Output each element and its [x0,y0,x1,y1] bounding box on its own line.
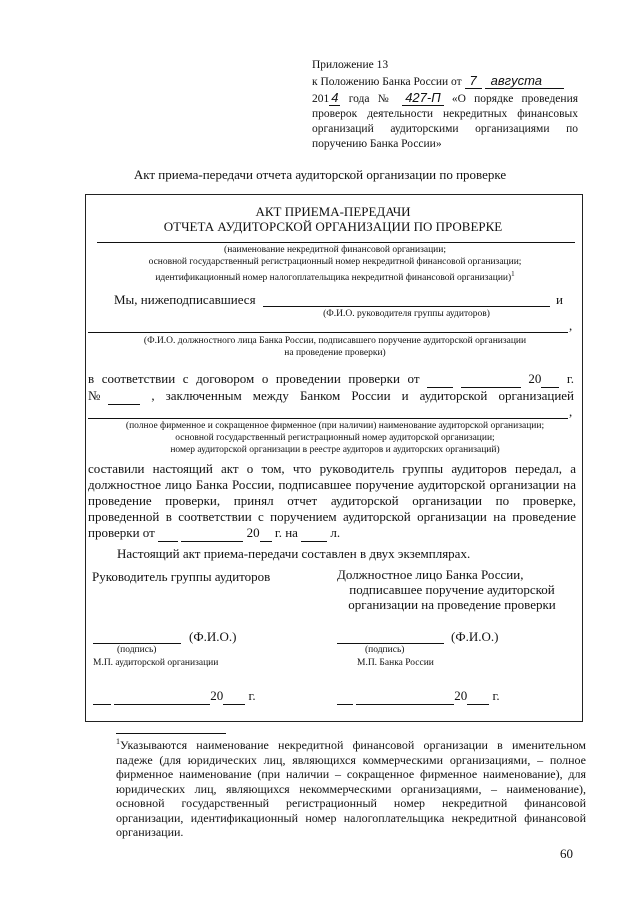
audit-org-caption: (полное фирменное и сокращенное фирменное (при наличии) наименование аудиторской организации; основной государственный регистрационный номер аудиторской организации; номер аудиторской организации в реестре аудиторов и аудиторских организаций) [125,421,545,455]
head-auditors-caption: (Ф.И.О. руководителя группы аудиторов) [323,309,490,319]
right-fio: (Ф.И.О.) [451,629,499,644]
org-caption: (наименование некредитной финансовой организации; основной государственный регистрационный номер некредитной финансовой организации; идентификационный номер налогоплательщика некредитной финансовой организации)$^1$ [148,245,522,284]
date-month: августа [485,73,564,89]
copies-statement: Настоящий акт приема-передачи составлен в двух экземплярах. [117,546,471,561]
form-title-line1: АКТ ПРИЕМА-ПЕРЕДАЧИ [255,204,411,219]
bank-official-line [88,332,568,333]
right-date: 20 г. [337,688,500,705]
right-sign-title: Должностное лицо Банка России, подписавшее поручение аудиторской организации на проведение проверки [337,567,556,612]
appendix-label: Приложение 13 [312,59,389,71]
bank-official-caption: (Ф.И.О. должностного лица Банка России, подписавшего поручение аудиторской организации на проведение проверки) [143,336,527,358]
regulation-line: к Положению Банка России от 7 августа [312,73,578,90]
regulation-number-line: 201 4 года № 427-П «О порядке проведения [312,90,579,105]
left-date: 20 г. [93,688,256,705]
we-and: и [556,292,563,307]
form-title-line2: ОТЧЕТА АУДИТОРСКОЙ ОРГАНИЗАЦИИ ПО ПРОВЕРКЕ [163,219,503,234]
we-undersigned: Мы, нижеподписавшиеся [114,292,256,307]
right-signature-caption: (подпись) [365,645,405,655]
regulation-number: 427-П [402,90,443,106]
appendix-header [312,58,578,152]
footnote-marker: 1 [116,737,120,746]
contract-line: в соответствии с договором о проведении проверки от 20 г. [88,371,575,386]
footnote-text: Указываются наименование некредитной финансовой организации в именительном падеже (для юридических лиц, являющихся коммерческими организациями, – полное фирменное наименование (при наличии – сокращенное фирменное наименование), для юридических лиц, являющихся некоммерческими организациями, – наименование), основной государственный регистрационный номер некредитной финансовой организации, идентификационный номер налогоплательщика некредитной финансовой организации. [116,738,586,839]
act-title: Акт приема-передачи отчета аудиторской организации по проверке [133,167,507,182]
footnote [116,735,586,840]
audit-org-line [88,418,568,419]
right-seal: М.П. Банка России [357,658,434,668]
page-number: 60 [560,846,573,861]
left-signature-line [93,643,181,644]
comma: , [569,404,573,419]
left-signature-caption: (подпись) [117,645,157,655]
org-name-line [97,242,575,243]
comma: , [569,318,573,333]
contract-number-line: № , заключенным между Банком России и аудиторской организацией [88,388,575,403]
year-suffix: 4 [331,90,339,105]
act-body: составили настоящий акт о том, что руководитель группы аудиторов передал, а должностное лицо Банка России, подписавшее поручение аудиторской организации на проведение проверки, принял отчет аудиторской организации по проверке, проведенной в соответствии с поручением аудиторской организации на проведение проверки от 20 г. на л. [88,461,576,540]
footnote-separator [116,733,226,734]
head-auditors-line [263,306,550,307]
left-fio: (Ф.И.О.) [189,629,237,644]
regulation-title-line: поручению Банка России» [312,138,442,150]
left-sign-title: Руководитель группы аудиторов [92,569,271,584]
right-signature-line [337,643,444,644]
date-day: 7 [465,73,482,89]
footnote-ref: 1 [511,270,515,278]
left-seal: М.П. аудиторской организации [93,658,219,668]
regulation-title-line: организаций аудиторскими организациями по [312,123,578,135]
regulation-title-line: проверок деятельности некредитных финансовых [312,108,578,120]
